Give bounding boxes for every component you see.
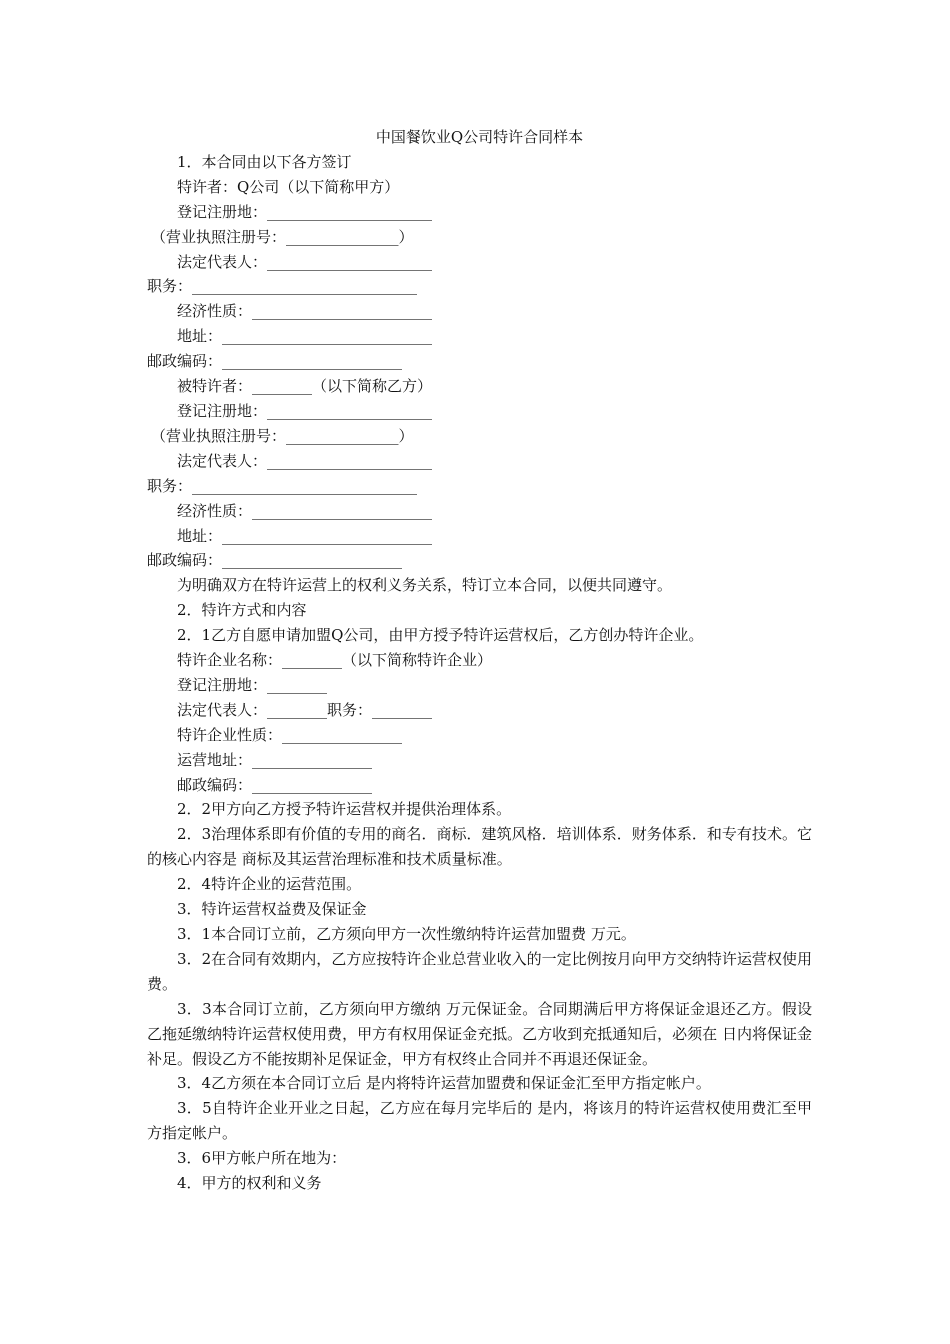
line-12: （营业执照注册号：_______________） [151,426,414,445]
paragraph-2-4: 2．4特许企业的运营范围。 [177,875,362,894]
line-4: （营业执照注册号：_______________） [151,227,414,246]
line-19: 2．特许方式和内容 [177,601,307,620]
line-7: 经济性质：________________________ [177,302,433,321]
line-13: 法定代表人：______________________ [177,451,433,470]
line-17: 邮政编码：________________________ [147,551,403,570]
paragraph-3-3: 3．3本合同订立前，乙方须向甲方缴纳 万元保证金。合同期满后甲方将保证金退还乙方。假设乙拖延缴纳特许运营权使用费，甲方有权用保证金充抵。乙方收到充抵通知后，必须在 日内将保证金补足。假设乙方不能按期补足保证金，甲方有权终止合同并不再退还保证金。 [147,999,812,1068]
line-11: 登记注册地：______________________ [177,401,433,420]
line-5: 法定代表人：______________________ [177,252,433,271]
line-9: 邮政编码：________________________ [147,352,403,371]
paragraph-3-6: 3．6甲方帐户所在地为： [177,1149,347,1168]
line-10: 被特许者：________（以下简称乙方） [177,377,433,396]
line-6: 职务：______________________________ [147,277,418,296]
paragraph-3-2: 3．2在合同有效期内，乙方应按特许企业总营业收入的一定比例按月向甲方交纳特许运营权使用费。 [147,949,812,993]
paragraph-3-heading: 3．特许运营权益费及保证金 [177,900,367,919]
line-14: 职务：______________________________ [147,476,418,495]
line-16: 地址：____________________________ [177,526,433,545]
line-25: 运营地址：________________ [177,750,373,769]
paragraph-3-5: 3．5自特许企业开业之日起，乙方应在每月完毕后的 是内，将该月的特许运营权使用费汇至甲方指定帐户。 [147,1099,812,1143]
document-title: 中国餐饮业Q公司特许合同样本 [375,128,584,146]
line-8: 地址：____________________________ [177,327,433,346]
document-page [147,125,812,1196]
paragraph-3-4: 3．4乙方须在本合同订立后 是内将特许运营加盟费和保证金汇至甲方指定帐户。 [177,1074,711,1093]
line-3: 登记注册地：______________________ [177,202,433,221]
line-24: 特许企业性质：________________ [177,725,403,744]
line-18: 为明确双方在特许运营上的权利义务关系，特订立本合同，以便共同遵守。 [177,576,673,595]
line-15: 经济性质：________________________ [177,501,433,520]
paragraph-3-1: 3．1本合同订立前，乙方须向甲方一次性缴纳特许运营加盟费 万元。 [177,925,636,943]
line-1: 1．本合同由以下各方签订 [177,152,352,171]
line-22: 登记注册地：________ [177,675,328,694]
paragraph-4-heading: 4．甲方的权利和义务 [177,1174,322,1193]
paragraph-2-3: 2．3治理体系即有价值的专用的商名．商标．建筑风格．培训体系．财务体系．和专有技术。它的核心内容是 商标及其运营治理标准和技术质量标准。 [147,825,812,869]
line-21: 特许企业名称：________（以下简称特许企业） [177,651,493,670]
line-23: 法定代表人：________职务：________ [177,700,433,719]
line-20: 2．1乙方自愿申请加盟Q公司，由甲方授予特许运营权后，乙方创办特许企业。 [177,626,704,645]
line-26: 邮政编码：________________ [177,775,373,794]
line-27: 2．2甲方向乙方授予特许运营权并提供治理体系。 [177,800,512,819]
line-2: 特许者：Q公司（以下简称甲方） [177,177,400,196]
